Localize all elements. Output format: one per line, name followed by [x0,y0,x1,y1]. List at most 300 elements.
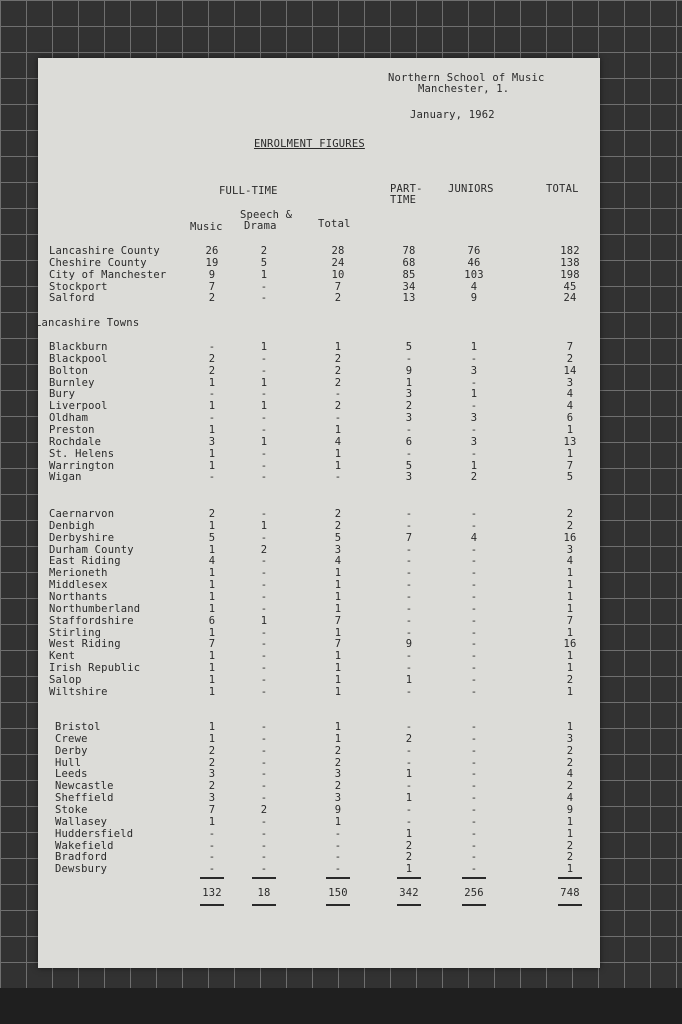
row-label: Wallasey [55,815,108,828]
table-cell: 1 [566,863,574,876]
total-rule-above [558,877,582,879]
row-label: Wigan [49,471,82,484]
table-cell: - [405,721,413,733]
table-cell: - [260,423,268,436]
table-cell: 76 [467,245,481,257]
row-label: Warrington [49,459,115,472]
table-cell: 1 [208,579,216,592]
table-cell: 1 [405,673,413,686]
table-cell: - [405,626,413,639]
table-cell: 2 [334,780,342,793]
table-cell: 1 [208,543,216,556]
table-cell: 1 [334,579,342,592]
total-rule-below [326,904,350,906]
row-label: Bristol [55,721,101,733]
table-cell: 5 [260,256,268,269]
table-cell: - [260,602,268,615]
table-cell: 2 [208,756,216,769]
table-cell: - [470,792,478,805]
table-cell: 1 [208,721,216,733]
table-cell: 5 [334,531,342,544]
table-cell: 1 [260,614,268,627]
table-cell: 1 [334,423,342,436]
row-label: East Riding [49,555,121,568]
table-cell: 3 [470,412,478,425]
table-cell: 5 [208,531,216,544]
table-cell: - [260,292,268,305]
table-cell: 3 [470,364,478,377]
table-cell: 3 [208,768,216,781]
table-cell: 1 [260,400,268,413]
total-cell: 18 [257,887,271,899]
col-speech-heading-1: Speech & [240,209,293,221]
table-cell: 7 [208,638,216,651]
table-cell: 1 [334,626,342,639]
table-cell: 16 [563,638,577,651]
table-cell: 16 [563,531,577,544]
row-label: Blackburn [49,341,108,353]
table-cell: 1 [208,815,216,828]
table-cell: - [470,626,478,639]
school-city: Manchester, 1. [418,83,510,95]
row-label: Durham County [49,543,134,556]
table-cell: 2 [566,744,574,757]
table-cell: 1 [334,673,342,686]
table-cell: - [260,555,268,568]
table-cell: - [405,756,413,769]
col-music-heading: Music [190,221,223,233]
table-cell: 2 [566,352,574,365]
table-cell: 2 [208,292,216,305]
table-cell: 1 [566,626,574,639]
table-cell: - [260,792,268,805]
table-cell: 1 [334,732,342,745]
row-label: Kent [49,650,76,663]
table-cell: 1 [208,626,216,639]
total-rule-below [558,904,582,906]
table-cell: 4 [470,531,478,544]
table-cell: 1 [566,447,574,460]
table-cell: 1 [470,388,478,401]
table-cell: 5 [405,459,413,472]
table-cell: 1 [566,685,574,698]
table-cell: 1 [334,590,342,603]
table-cell: 6 [566,412,574,425]
table-cell: 9 [334,803,342,816]
total-cell: 342 [399,887,419,899]
table-cell: 85 [402,268,416,281]
table-cell: 34 [402,280,416,293]
table-cell: - [260,364,268,377]
document-title: ENROLMENT FIGURES [254,138,365,150]
table-cell: - [208,412,216,425]
table-cell: 2 [334,352,342,365]
table-cell: 2 [334,519,342,532]
col-total-heading: TOTAL [546,183,579,195]
row-label: Bradford [55,851,108,864]
table-cell: 45 [563,280,577,293]
table-cell: - [208,471,216,484]
table-cell: - [470,815,478,828]
table-cell: - [260,662,268,675]
row-label: Stoke [55,803,88,816]
table-cell: - [470,839,478,852]
table-cell: 1 [208,423,216,436]
table-cell: - [470,423,478,436]
table-cell: 1 [566,650,574,663]
table-cell: 2 [566,756,574,769]
table-cell: - [260,626,268,639]
table-cell: - [405,744,413,757]
table-cell: 2 [405,732,413,745]
table-cell: 2 [260,803,268,816]
table-cell: 198 [560,268,580,281]
table-cell: - [405,579,413,592]
table-cell: 1 [334,721,342,733]
table-cell: 24 [563,292,577,305]
table-cell: - [334,471,342,484]
row-label: Wiltshire [49,685,108,698]
table-cell: - [470,863,478,876]
table-cell: - [405,780,413,793]
row-label: Cheshire County [49,256,147,269]
row-label: Leeds [55,768,88,781]
table-cell: - [405,543,413,556]
table-cell: - [470,555,478,568]
col-juniors-heading: JUNIORS [448,183,494,195]
table-cell: 1 [566,662,574,675]
table-cell: 68 [402,256,416,269]
table-cell: 7 [566,341,574,353]
mat-edge [0,988,682,1024]
table-cell: 28 [331,245,345,257]
row-label: Sheffield [55,792,114,805]
table-cell: - [470,851,478,864]
total-rule-above [200,877,224,879]
total-rule-above [397,877,421,879]
table-cell: 3 [334,768,342,781]
table-cell: - [208,851,216,864]
table-cell: 1 [334,447,342,460]
table-cell: - [260,531,268,544]
table-cell: 2 [208,780,216,793]
table-cell: - [470,567,478,580]
table-cell: - [260,827,268,840]
table-cell: 2 [470,471,478,484]
table-cell: - [260,815,268,828]
table-cell: 2 [566,851,574,864]
table-cell: - [405,685,413,698]
table-cell: 7 [208,803,216,816]
table-cell: 138 [560,256,580,269]
table-cell: 13 [563,435,577,448]
row-label: Denbigh [49,519,95,532]
table-cell: 7 [334,638,342,651]
row-label: Middlesex [49,579,108,592]
table-cell: 1 [334,815,342,828]
total-cell: 256 [464,887,484,899]
table-cell: - [260,732,268,745]
table-cell: - [260,851,268,864]
table-cell: 1 [566,579,574,592]
col-fulltime-total-heading: Total [318,218,351,230]
table-cell: 3 [566,376,574,389]
table-cell: - [260,721,268,733]
table-cell: - [470,756,478,769]
row-label: Salop [49,673,82,686]
table-cell: 3 [208,435,216,448]
row-label: Merioneth [49,567,108,580]
table-cell: - [405,590,413,603]
table-cell: 9 [208,268,216,281]
table-cell: 1 [208,400,216,413]
table-cell: 9 [405,638,413,651]
table-cell: 9 [566,803,574,816]
table-cell: 1 [260,519,268,532]
row-label: Irish Republic [49,662,141,675]
row-label: Oldham [49,412,89,425]
total-rule-above [462,877,486,879]
table-cell: - [260,839,268,852]
table-cell: - [405,803,413,816]
table-cell: 4 [208,555,216,568]
document-date: January, 1962 [410,109,495,121]
table-cell: - [260,650,268,663]
table-cell: 103 [464,268,484,281]
row-label: Hull [55,756,82,769]
table-cell: - [260,590,268,603]
table-cell: 19 [205,256,219,269]
row-label: Crewe [55,732,88,745]
table-cell: - [208,341,216,353]
row-label: Stirling [49,626,102,639]
row-label: Rochdale [49,435,102,448]
table-cell: - [470,400,478,413]
row-label: Derbyshire [49,531,115,544]
table-cell: 9 [405,364,413,377]
table-cell: 24 [331,256,345,269]
total-cell: 150 [328,887,348,899]
table-cell: 2 [405,851,413,864]
table-cell: 1 [334,685,342,698]
table-cell: 1 [208,732,216,745]
table-cell: 1 [405,827,413,840]
table-cell: 2 [566,508,574,520]
table-cell: 4 [566,555,574,568]
table-cell: - [470,803,478,816]
col-parttime-heading-2: TIME [390,194,417,206]
table-cell: - [405,447,413,460]
table-cell: 1 [208,602,216,615]
table-cell: 3 [405,471,413,484]
table-cell: 2 [405,400,413,413]
table-cell: 1 [405,768,413,781]
row-label: Bury [49,388,76,401]
table-cell: 7 [208,280,216,293]
table-cell: 78 [402,245,416,257]
row-label: Caernarvon [49,508,115,520]
table-cell: - [405,567,413,580]
total-rule-above [252,877,276,879]
table-cell: - [470,352,478,365]
table-cell: 1 [566,590,574,603]
table-cell: - [470,579,478,592]
row-label: Burnley [49,376,95,389]
row-label: Salford [49,292,95,305]
total-rule-above [326,877,350,879]
table-cell: - [334,851,342,864]
table-cell: 2 [334,292,342,305]
table-cell: 2 [566,780,574,793]
row-label: Wakefield [55,839,114,852]
table-cell: 1 [260,376,268,389]
table-cell: 7 [566,614,574,627]
table-cell: - [334,827,342,840]
table-cell: 1 [260,435,268,448]
table-cell: 1 [334,459,342,472]
table-cell: - [470,827,478,840]
table-cell: 1 [334,341,342,353]
row-label: Huddersfield [55,827,134,840]
table-cell: 2 [334,364,342,377]
table-cell: - [334,412,342,425]
table-cell: 2 [405,839,413,852]
table-cell: - [470,721,478,733]
table-cell: 1 [334,650,342,663]
table-cell: - [260,352,268,365]
table-cell: - [470,732,478,745]
school-name: Northern School of Music [388,72,545,84]
row-label: Preston [49,423,95,436]
table-cell: 46 [467,256,481,269]
table-cell: 1 [566,423,574,436]
col-parttime-heading-1: PART- [390,183,423,195]
table-cell: 1 [260,341,268,353]
table-cell: - [405,519,413,532]
table-cell: 1 [334,567,342,580]
table-cell: 14 [563,364,577,377]
table-cell: 1 [260,268,268,281]
table-cell: 5 [405,341,413,353]
table-cell: - [260,508,268,520]
table-cell: - [405,352,413,365]
document-page [35,58,600,968]
table-cell: 3 [470,435,478,448]
col-fulltime-heading: FULL-TIME [219,185,278,197]
table-cell: 4 [566,768,574,781]
table-cell: - [405,508,413,520]
total-cell: 748 [560,887,580,899]
table-cell: - [260,756,268,769]
table-cell: - [260,768,268,781]
table-cell: 1 [405,863,413,876]
table-cell: - [405,662,413,675]
table-cell: - [260,673,268,686]
table-cell: 1 [208,673,216,686]
table-cell: - [470,376,478,389]
table-cell: 9 [470,292,478,305]
total-cell: 132 [202,887,222,899]
table-cell: 1 [208,590,216,603]
table-cell: - [470,768,478,781]
table-cell: 3 [566,543,574,556]
table-cell: 13 [402,292,416,305]
table-cell: - [470,685,478,698]
table-cell: 2 [566,839,574,852]
table-cell: - [334,388,342,401]
table-cell: - [405,650,413,663]
table-cell: - [260,459,268,472]
table-cell: 1 [566,721,574,733]
table-cell: - [470,447,478,460]
table-cell: 7 [405,531,413,544]
table-cell: 1 [208,376,216,389]
row-label: Northants [49,590,108,603]
table-cell: - [260,863,268,876]
table-cell: - [334,839,342,852]
row-label: Staffordshire [49,614,134,627]
table-cell: - [470,673,478,686]
table-cell: - [260,780,268,793]
table-cell: - [260,744,268,757]
table-cell: 4 [566,792,574,805]
table-cell: 1 [566,815,574,828]
row-label: City of Manchester [49,268,167,281]
table-cell: - [470,744,478,757]
table-cell: - [260,388,268,401]
table-cell: - [260,280,268,293]
table-cell: 26 [205,245,219,257]
table-cell: 3 [405,388,413,401]
table-cell: 1 [566,567,574,580]
table-cell: 2 [334,756,342,769]
table-cell: 2 [566,673,574,686]
table-cell: 1 [334,662,342,675]
total-rule-below [252,904,276,906]
section-label-lancashire-towns: Lancashire Towns [35,317,140,329]
table-cell: - [470,650,478,663]
total-rule-below [200,904,224,906]
table-cell: - [470,508,478,520]
table-cell: - [405,423,413,436]
row-label: Lancashire County [49,245,160,257]
table-cell: - [470,638,478,651]
table-cell: 4 [470,280,478,293]
row-label: Bolton [49,364,89,377]
table-cell: - [260,412,268,425]
table-cell: - [405,555,413,568]
table-cell: - [470,662,478,675]
table-cell: 1 [208,519,216,532]
row-label: West Riding [49,638,121,651]
table-cell: - [260,685,268,698]
table-cell: 1 [208,459,216,472]
table-cell: - [470,602,478,615]
total-rule-below [462,904,486,906]
table-cell: - [208,863,216,876]
table-cell: 2 [334,744,342,757]
table-cell: - [470,780,478,793]
table-cell: 1 [334,602,342,615]
table-cell: - [260,447,268,460]
total-rule-below [397,904,421,906]
table-cell: 1 [470,341,478,353]
table-cell: - [470,590,478,603]
row-label: Blackpool [49,352,108,365]
row-label: Liverpool [49,400,108,413]
table-cell: 1 [566,602,574,615]
table-cell: 2 [566,519,574,532]
